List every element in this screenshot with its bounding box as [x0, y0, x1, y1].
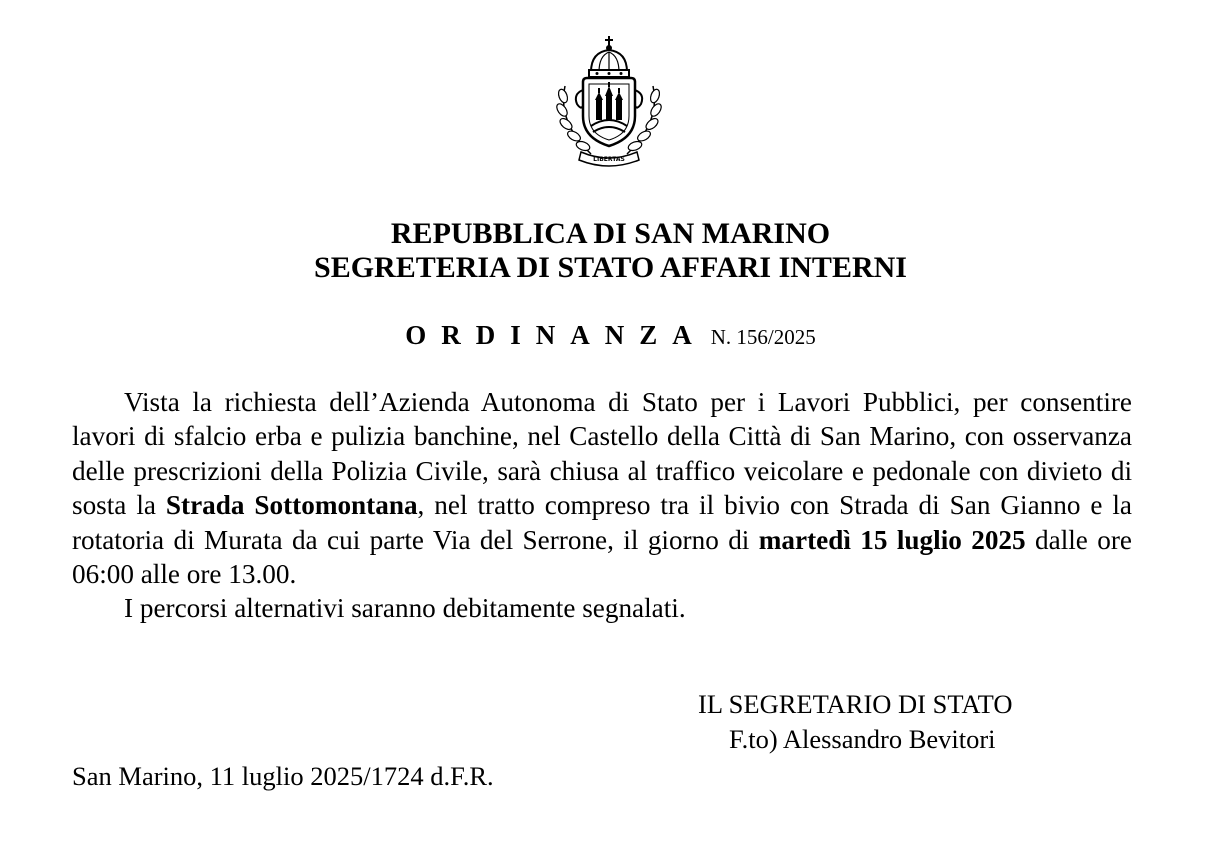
- header-republic: REPUBBLICA DI SAN MARINO: [390, 217, 831, 250]
- closure-date: martedì 15 luglio 2025: [758, 524, 1026, 555]
- ordinanza-number: N. 156/2025: [710, 325, 816, 349]
- signatory-name: F.to) Alessandro Bevitori: [729, 724, 996, 754]
- body-paragraph-1: [72, 385, 1132, 591]
- body-text-segment: Vista la richiesta dell’Azienda Autonoma di Stato per i Lavori Pubblici, per consentire lavori di sfalcio erba e pulizia banchine, nel Castello della Città di San Marino, con osservanza delle prescrizioni della Polizia Civile, sarà chiusa al traffico veicolare e pedonale con divieto di sosta la: [72, 387, 1132, 521]
- body-text-segment: dalle ore 06:00 alle ore 13.00.: [72, 524, 1132, 590]
- document-date: San Marino, 11 luglio 2025/1724 d.F.R.: [72, 761, 494, 791]
- body-text-segment: , nel tratto compreso tra il bivio con Strada di San Gianno e la rotatoria di Murata da cui parte Via del Serrone, il giorno di: [72, 490, 1133, 555]
- ordinanza-title: ORDINANZA: [405, 320, 707, 350]
- ordinance-body: [72, 385, 1132, 626]
- header-secretariat: SEGRETERIA DI STATO AFFARI INTERNI: [314, 251, 907, 284]
- signatory-title: IL SEGRETARIO DI STATO: [698, 689, 1013, 719]
- san-marino-coat-of-arms-icon: [551, 34, 667, 170]
- road-name: Strada Sottomontana: [165, 490, 418, 521]
- body-paragraph-2: I percorsi alternativi saranno debitamente segnalati.: [124, 593, 686, 624]
- emblem-motto: LIBERTAS: [593, 156, 625, 163]
- ordinanza-heading: [0, 320, 1221, 351]
